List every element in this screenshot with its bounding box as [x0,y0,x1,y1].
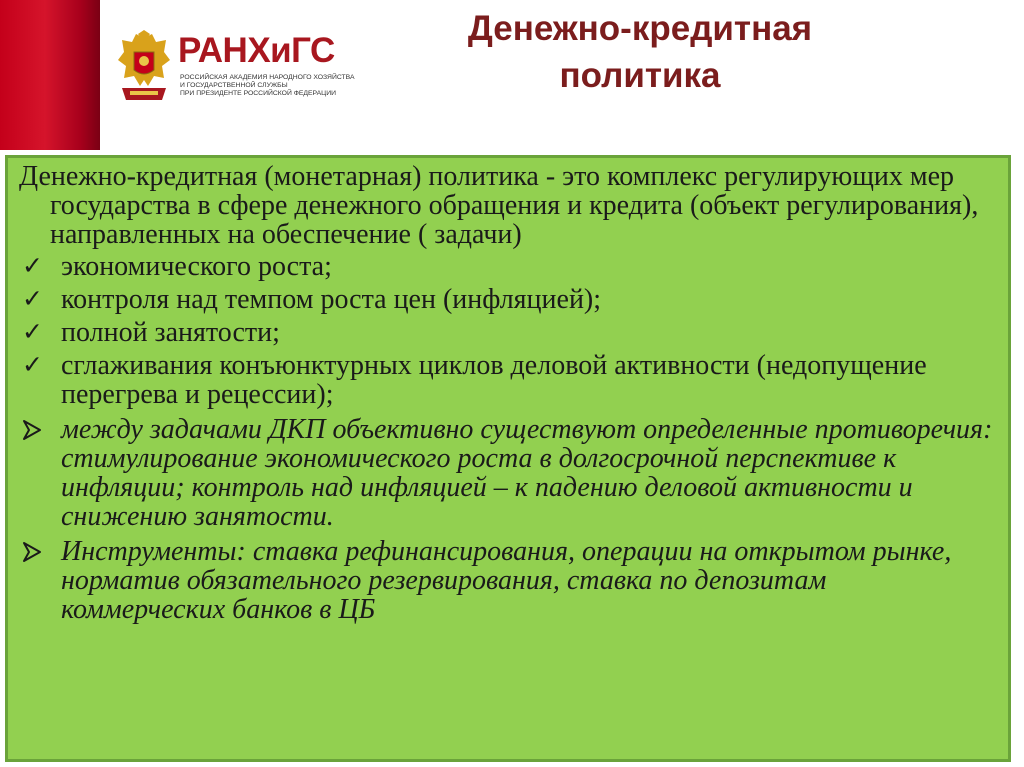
note-text: между задачами ДКП объективно существуют определенные противоречия: стимулирование экономического роста в долгосрочной перспективе к инфляции; контроль над инфляцией – к падению деловой активности и снижению занятости. [61,414,993,532]
goal-text: сглаживания конъюнктурных циклов деловой активности (недопущение перегрева и рецессии); [61,350,927,410]
goal-text: контроля над темпом роста цен (инфляцией); [61,284,602,315]
slide-title-line2: политика [559,56,721,95]
definition-paragraph: Денежно-кредитная (монетарная) политика - это комплекс регулирующих мер государства в сфере денежного обращения и кредита (объект регулирования), направленных на обеспечение ( задачи) [19,161,979,250]
arrow-bullet-icon [22,541,42,563]
slide-title [360,0,920,115]
goal-text: экономического роста; [61,251,332,282]
checkmark-icon: ✓ [22,253,43,280]
logo-subtitle-line: РОССИЙСКАЯ АКАДЕМИЯ НАРОДНОГО ХОЗЯЙСТВА [180,74,355,81]
logo-subtitle-line: ПРИ ПРЕЗИДЕНТЕ РОССИЙСКОЙ ФЕДЕРАЦИИ [180,90,336,98]
goal-item [19,252,994,281]
content-box [5,155,1011,762]
decorative-red-bar [0,0,100,150]
goal-item [19,318,994,347]
slide-title-line1: Денежно-кредитная [467,9,813,48]
goal-text: полной занятости; [61,317,280,348]
checkmark-icon: ✓ [22,352,43,379]
arrow-bullet-icon [22,419,42,441]
note-item [19,537,994,624]
note-item [19,415,994,531]
logo-subtitle-line: И ГОСУДАРСТВЕННОЙ СЛУЖБЫ [180,82,288,90]
note-text: Инструменты: ставка рефинансирования, операции на открытом рынке, норматив обязательного резервирования, ставка по депозитам коммерческих банков в ЦБ [61,536,952,625]
logo-wordmark: РАНХиГС [178,31,335,70]
eagle-emblem-icon [116,30,172,102]
goal-item [19,351,994,409]
ranepa-logo [116,30,355,105]
goal-item [19,285,994,314]
logo-subtitle [180,74,355,99]
checkmark-icon: ✓ [22,319,43,346]
checkmark-icon: ✓ [22,286,43,313]
